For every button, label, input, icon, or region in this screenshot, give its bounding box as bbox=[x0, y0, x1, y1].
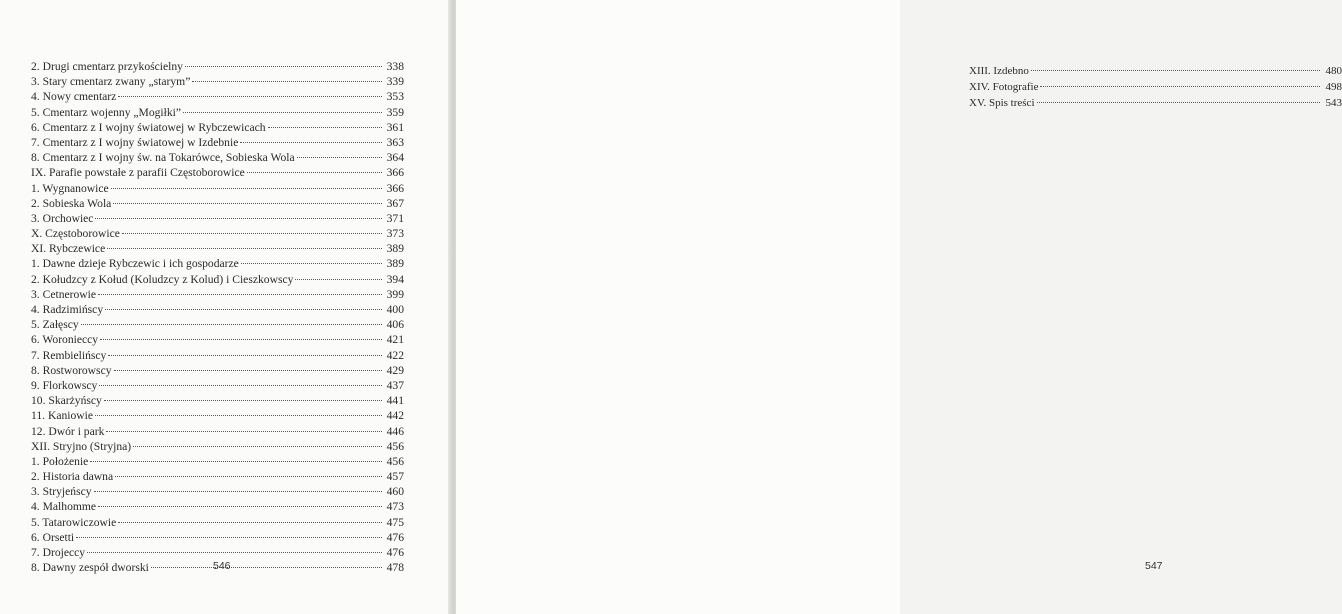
toc-entry-page: 399 bbox=[386, 287, 404, 301]
toc-dot-leader bbox=[1037, 102, 1321, 103]
toc-entry bbox=[31, 165, 404, 180]
toc-entry bbox=[31, 120, 404, 135]
page-number-right: 547 bbox=[1145, 560, 1163, 572]
toc-entry-page: 456 bbox=[386, 439, 404, 453]
toc-dot-leader bbox=[295, 279, 382, 280]
toc-entry-page: 498 bbox=[1325, 81, 1342, 93]
toc-entry-title: XIV. Fotografie bbox=[969, 81, 1039, 93]
toc-list-left bbox=[31, 59, 404, 575]
toc-entry-page: 456 bbox=[386, 454, 404, 468]
toc-entry-title: 4. Malhomme bbox=[31, 500, 97, 514]
toc-entry-title: 3. Stryjeńscy bbox=[31, 485, 92, 499]
toc-entry bbox=[31, 515, 404, 530]
toc-entry-title: 7. Rembielińscy bbox=[31, 348, 107, 362]
toc-entry-page: 442 bbox=[386, 409, 404, 423]
toc-dot-leader bbox=[1031, 70, 1320, 71]
toc-entry bbox=[31, 150, 404, 165]
toc-entry-title: 8. Rostworowscy bbox=[31, 363, 112, 377]
toc-dot-leader bbox=[98, 294, 382, 295]
toc-entry-title: 3. Stary cmentarz zwany „starym” bbox=[31, 75, 191, 89]
toc-entry-title: XIII. Izdebno bbox=[969, 65, 1029, 77]
toc-entry-title: 6. Orsetti bbox=[31, 530, 75, 544]
toc-entry bbox=[969, 95, 1342, 111]
toc-entry-title: 1. Dawne dzieje Rybczewic i ich gospodarze bbox=[31, 257, 239, 271]
toc-entry-page: 389 bbox=[386, 242, 404, 256]
toc-entry bbox=[969, 63, 1342, 79]
toc-entry-title: 6. Cmentarz z I wojny światowej w Rybczewicach bbox=[31, 120, 266, 134]
toc-entry-page: 339 bbox=[386, 75, 404, 89]
toc-dot-leader bbox=[297, 157, 382, 158]
toc-entry-page: 366 bbox=[386, 181, 404, 195]
toc-entry bbox=[31, 530, 404, 545]
toc-entry bbox=[31, 302, 404, 317]
toc-entry-page: 366 bbox=[386, 166, 404, 180]
toc-entry-title: 6. Woronieccy bbox=[31, 333, 99, 347]
toc-dot-leader bbox=[81, 324, 382, 325]
toc-entry bbox=[31, 317, 404, 332]
toc-entry bbox=[31, 454, 404, 469]
toc-entry-page: 359 bbox=[386, 105, 404, 119]
toc-dot-leader bbox=[183, 112, 382, 113]
toc-entry-title: XI. Rybczewice bbox=[31, 242, 106, 256]
toc-entry-page: 543 bbox=[1325, 97, 1342, 109]
toc-entry bbox=[31, 287, 404, 302]
toc-entry bbox=[31, 74, 404, 89]
toc-entry bbox=[31, 439, 404, 454]
toc-dot-leader bbox=[122, 233, 382, 234]
toc-entry-title: XV. Spis treści bbox=[969, 97, 1035, 109]
toc-dot-leader bbox=[104, 400, 382, 401]
toc-entry bbox=[31, 226, 404, 241]
toc-entry-title: XII. Stryjno (Stryjna) bbox=[31, 439, 132, 453]
toc-entry-page: 389 bbox=[386, 257, 404, 271]
toc-entry-title: 11. Kaniowie bbox=[31, 409, 94, 423]
toc-dot-leader bbox=[100, 339, 382, 340]
toc-dot-leader bbox=[95, 415, 382, 416]
toc-entry-page: 446 bbox=[386, 424, 404, 438]
toc-dot-leader bbox=[118, 522, 382, 523]
toc-entry bbox=[31, 408, 404, 423]
toc-entry-page: 367 bbox=[386, 196, 404, 210]
toc-entry bbox=[31, 332, 404, 347]
toc-entry-page: 373 bbox=[386, 227, 404, 241]
toc-entry-page: 422 bbox=[386, 348, 404, 362]
toc-entry bbox=[31, 363, 404, 378]
toc-entry-title: 8. Cmentarz z I wojny św. na Tokarówce, Sobieska Wola bbox=[31, 151, 295, 165]
toc-entry-title: IX. Parafie powstałe z parafii Częstoborowice bbox=[31, 166, 245, 180]
toc-dot-leader bbox=[240, 142, 382, 143]
toc-entry bbox=[31, 348, 404, 363]
toc-entry-title: 1. Położenie bbox=[31, 454, 89, 468]
toc-entry bbox=[31, 499, 404, 514]
toc-entry-page: 475 bbox=[386, 515, 404, 529]
toc-dot-leader bbox=[111, 188, 382, 189]
toc-dot-leader bbox=[247, 172, 382, 173]
toc-entry-title: 5. Cmentarz wojenny „Mogiłki” bbox=[31, 105, 182, 119]
toc-entry bbox=[969, 79, 1342, 95]
toc-dot-leader bbox=[108, 355, 382, 356]
toc-entry-title: 7. Cmentarz z I wojny światowej w Izdebnie bbox=[31, 135, 239, 149]
toc-dot-leader bbox=[95, 218, 382, 219]
toc-dot-leader bbox=[192, 81, 382, 82]
toc-dot-leader bbox=[106, 431, 382, 432]
toc-entry bbox=[31, 272, 404, 287]
page-number-left: 546 bbox=[213, 560, 231, 572]
toc-dot-leader bbox=[105, 309, 382, 310]
left-page bbox=[0, 0, 452, 614]
toc-entry-page: 400 bbox=[386, 303, 404, 316]
toc-entry bbox=[31, 378, 404, 393]
toc-entry-title: 4. Nowy cmentarz bbox=[31, 90, 117, 104]
toc-entry-title: 2. Sobieska Wola bbox=[31, 196, 112, 210]
toc-entry-title: 7. Drojeccy bbox=[31, 546, 86, 559]
right-page bbox=[456, 0, 1342, 614]
toc-entry bbox=[31, 105, 404, 120]
toc-dot-leader bbox=[115, 476, 382, 477]
toc-dot-leader bbox=[113, 203, 382, 204]
toc-entry-page: 429 bbox=[386, 363, 404, 377]
toc-entry-page: 437 bbox=[386, 378, 404, 392]
toc-dot-leader bbox=[76, 537, 382, 538]
toc-entry-page: 371 bbox=[386, 211, 404, 225]
toc-entry-title: 8. Dawny zespół dworski bbox=[31, 561, 149, 575]
toc-dot-leader bbox=[114, 370, 382, 371]
toc-entry bbox=[31, 393, 404, 408]
toc-entry bbox=[31, 256, 404, 271]
toc-entry-title: 2. Kołudzcy z Kołud (Koludzcy z Kolud) i Cieszkowscy bbox=[31, 272, 294, 286]
toc-entry bbox=[31, 545, 404, 560]
toc-entry-page: 353 bbox=[386, 90, 404, 104]
toc-entry-page: 406 bbox=[386, 318, 404, 332]
toc-entry-title: X. Częstoborowice bbox=[31, 227, 120, 241]
toc-dot-leader bbox=[1040, 86, 1320, 87]
toc-entry bbox=[31, 241, 404, 256]
toc-entry bbox=[31, 469, 404, 484]
toc-entry-page: 480 bbox=[1325, 65, 1342, 77]
toc-entry-page: 363 bbox=[386, 135, 404, 149]
toc-entry-page: 421 bbox=[386, 333, 404, 347]
toc-entry bbox=[31, 59, 404, 74]
toc-dot-leader bbox=[99, 385, 382, 386]
toc-entry bbox=[31, 135, 404, 150]
toc-dot-leader bbox=[94, 491, 382, 492]
toc-entry bbox=[31, 484, 404, 499]
toc-entry bbox=[31, 211, 404, 226]
toc-dot-leader bbox=[151, 567, 382, 568]
toc-dot-leader bbox=[90, 461, 382, 462]
toc-dot-leader bbox=[118, 96, 382, 97]
toc-entry-title: 5. Załęscy bbox=[31, 318, 79, 332]
toc-dot-leader bbox=[268, 127, 382, 128]
toc-entry-title: 10. Skarżyńscy bbox=[31, 394, 102, 408]
toc-entry-title: 9. Florkowscy bbox=[31, 378, 98, 392]
toc-entry bbox=[31, 89, 404, 104]
toc-entry-page: 361 bbox=[386, 120, 404, 134]
toc-entry bbox=[31, 181, 404, 196]
toc-entry-title: 1. Wygnanowice bbox=[31, 181, 109, 195]
toc-entry bbox=[31, 196, 404, 211]
toc-entry-page: 476 bbox=[386, 546, 404, 559]
toc-entry-title: 2. Historia dawna bbox=[31, 470, 114, 484]
toc-entry-title: 12. Dwór i park bbox=[31, 424, 105, 438]
toc-entry-title: 3. Orchowiec bbox=[31, 211, 94, 225]
toc-entry-page: 364 bbox=[386, 151, 404, 165]
toc-entry-title: 4. Radzimińscy bbox=[31, 303, 104, 316]
toc-entry-page: 473 bbox=[386, 500, 404, 514]
toc-entry bbox=[31, 424, 404, 439]
toc-entry-page: 338 bbox=[386, 60, 404, 73]
toc-dot-leader bbox=[98, 506, 382, 507]
toc-entry-page: 457 bbox=[386, 470, 404, 484]
toc-entry-page: 460 bbox=[386, 485, 404, 499]
toc-entry-page: 441 bbox=[386, 394, 404, 408]
toc-entry-title: 2. Drugi cmentarz przykościelny bbox=[31, 60, 183, 73]
toc-entry-title: 3. Cetnerowie bbox=[31, 287, 97, 301]
toc-entry-title: 5. Tatarowiczowie bbox=[31, 515, 117, 529]
toc-entry-page: 476 bbox=[386, 530, 404, 544]
toc-dot-leader bbox=[87, 552, 382, 553]
toc-entry-page: 478 bbox=[386, 561, 404, 575]
toc-dot-leader bbox=[107, 248, 382, 249]
toc-dot-leader bbox=[133, 446, 382, 447]
toc-dot-leader bbox=[241, 263, 382, 264]
toc-entry-page: 394 bbox=[386, 272, 404, 286]
toc-dot-leader bbox=[185, 66, 382, 67]
toc-list-right bbox=[969, 63, 1342, 111]
